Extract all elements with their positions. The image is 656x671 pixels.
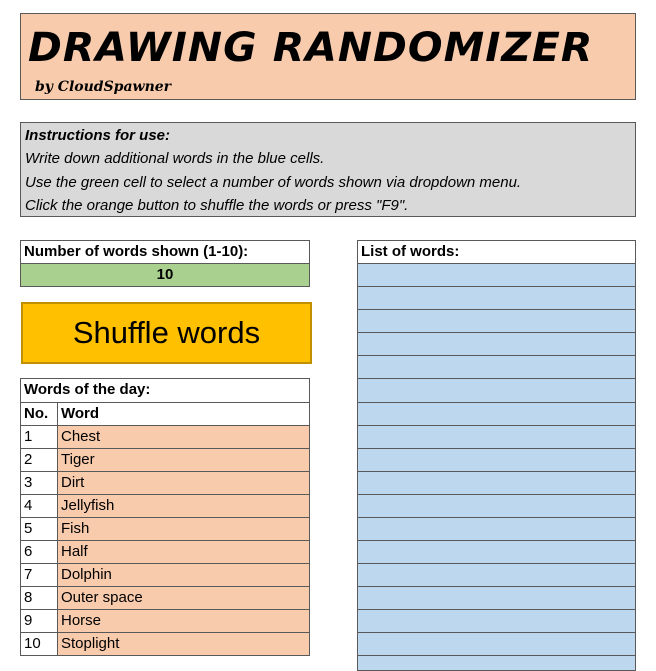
- word-list-cell[interactable]: [357, 540, 636, 564]
- column-header-no: No.: [20, 402, 58, 426]
- word-list-cell[interactable]: [357, 517, 636, 541]
- word-number: 6: [20, 540, 58, 564]
- words-of-day-heading: Words of the day:: [20, 378, 310, 403]
- word-cell[interactable]: Stoplight: [57, 632, 310, 656]
- word-number: 10: [20, 632, 58, 656]
- word-cell[interactable]: Half: [57, 540, 310, 564]
- word-list-cell[interactable]: [357, 286, 636, 310]
- word-cell[interactable]: Jellyfish: [57, 494, 310, 518]
- word-list-cell[interactable]: [357, 425, 636, 449]
- word-list-heading: List of words:: [357, 240, 636, 264]
- title-banner: [20, 13, 636, 100]
- word-list-cell[interactable]: [357, 655, 636, 671]
- word-cell[interactable]: Chest: [57, 425, 310, 449]
- word-cell[interactable]: Dolphin: [57, 563, 310, 587]
- app-byline: by CloudSpawner: [35, 79, 172, 95]
- word-cell[interactable]: Tiger: [57, 448, 310, 472]
- word-count-label: Number of words shown (1-10):: [20, 240, 310, 264]
- instructions-heading: Instructions for use:: [25, 127, 171, 144]
- instructions-panel: [20, 122, 636, 217]
- word-number: 1: [20, 425, 58, 449]
- word-cell[interactable]: Outer space: [57, 586, 310, 610]
- word-count-dropdown[interactable]: 10: [20, 263, 310, 287]
- column-header-word: Word: [57, 402, 310, 426]
- word-list-cell[interactable]: [357, 471, 636, 495]
- word-number: 9: [20, 609, 58, 633]
- word-list-cell[interactable]: [357, 448, 636, 472]
- word-list-cell[interactable]: [357, 609, 636, 633]
- instruction-line: Click the orange button to shuffle the words or press "F9".: [25, 197, 409, 214]
- word-list-cell[interactable]: [357, 263, 636, 287]
- word-list-cell[interactable]: [357, 332, 636, 356]
- word-list-cell[interactable]: [357, 309, 636, 333]
- word-cell[interactable]: Fish: [57, 517, 310, 541]
- word-cell[interactable]: Horse: [57, 609, 310, 633]
- app-title: DRAWING RANDOMIZER: [28, 25, 594, 71]
- shuffle-words-button[interactable]: Shuffle words: [21, 302, 312, 364]
- word-list-cell[interactable]: [357, 378, 636, 403]
- word-number: 4: [20, 494, 58, 518]
- instruction-line: Write down additional words in the blue cells.: [25, 150, 325, 167]
- word-list-cell[interactable]: [357, 563, 636, 587]
- word-number: 2: [20, 448, 58, 472]
- word-list-cell[interactable]: [357, 355, 636, 379]
- word-list-cell[interactable]: [357, 586, 636, 610]
- word-number: 7: [20, 563, 58, 587]
- word-list-cell[interactable]: [357, 494, 636, 518]
- word-number: 5: [20, 517, 58, 541]
- word-number: 3: [20, 471, 58, 495]
- word-list-cell[interactable]: [357, 632, 636, 656]
- word-number: 8: [20, 586, 58, 610]
- instruction-line: Use the green cell to select a number of words shown via dropdown menu.: [25, 174, 522, 191]
- word-list-cell[interactable]: [357, 402, 636, 426]
- word-cell[interactable]: Dirt: [57, 471, 310, 495]
